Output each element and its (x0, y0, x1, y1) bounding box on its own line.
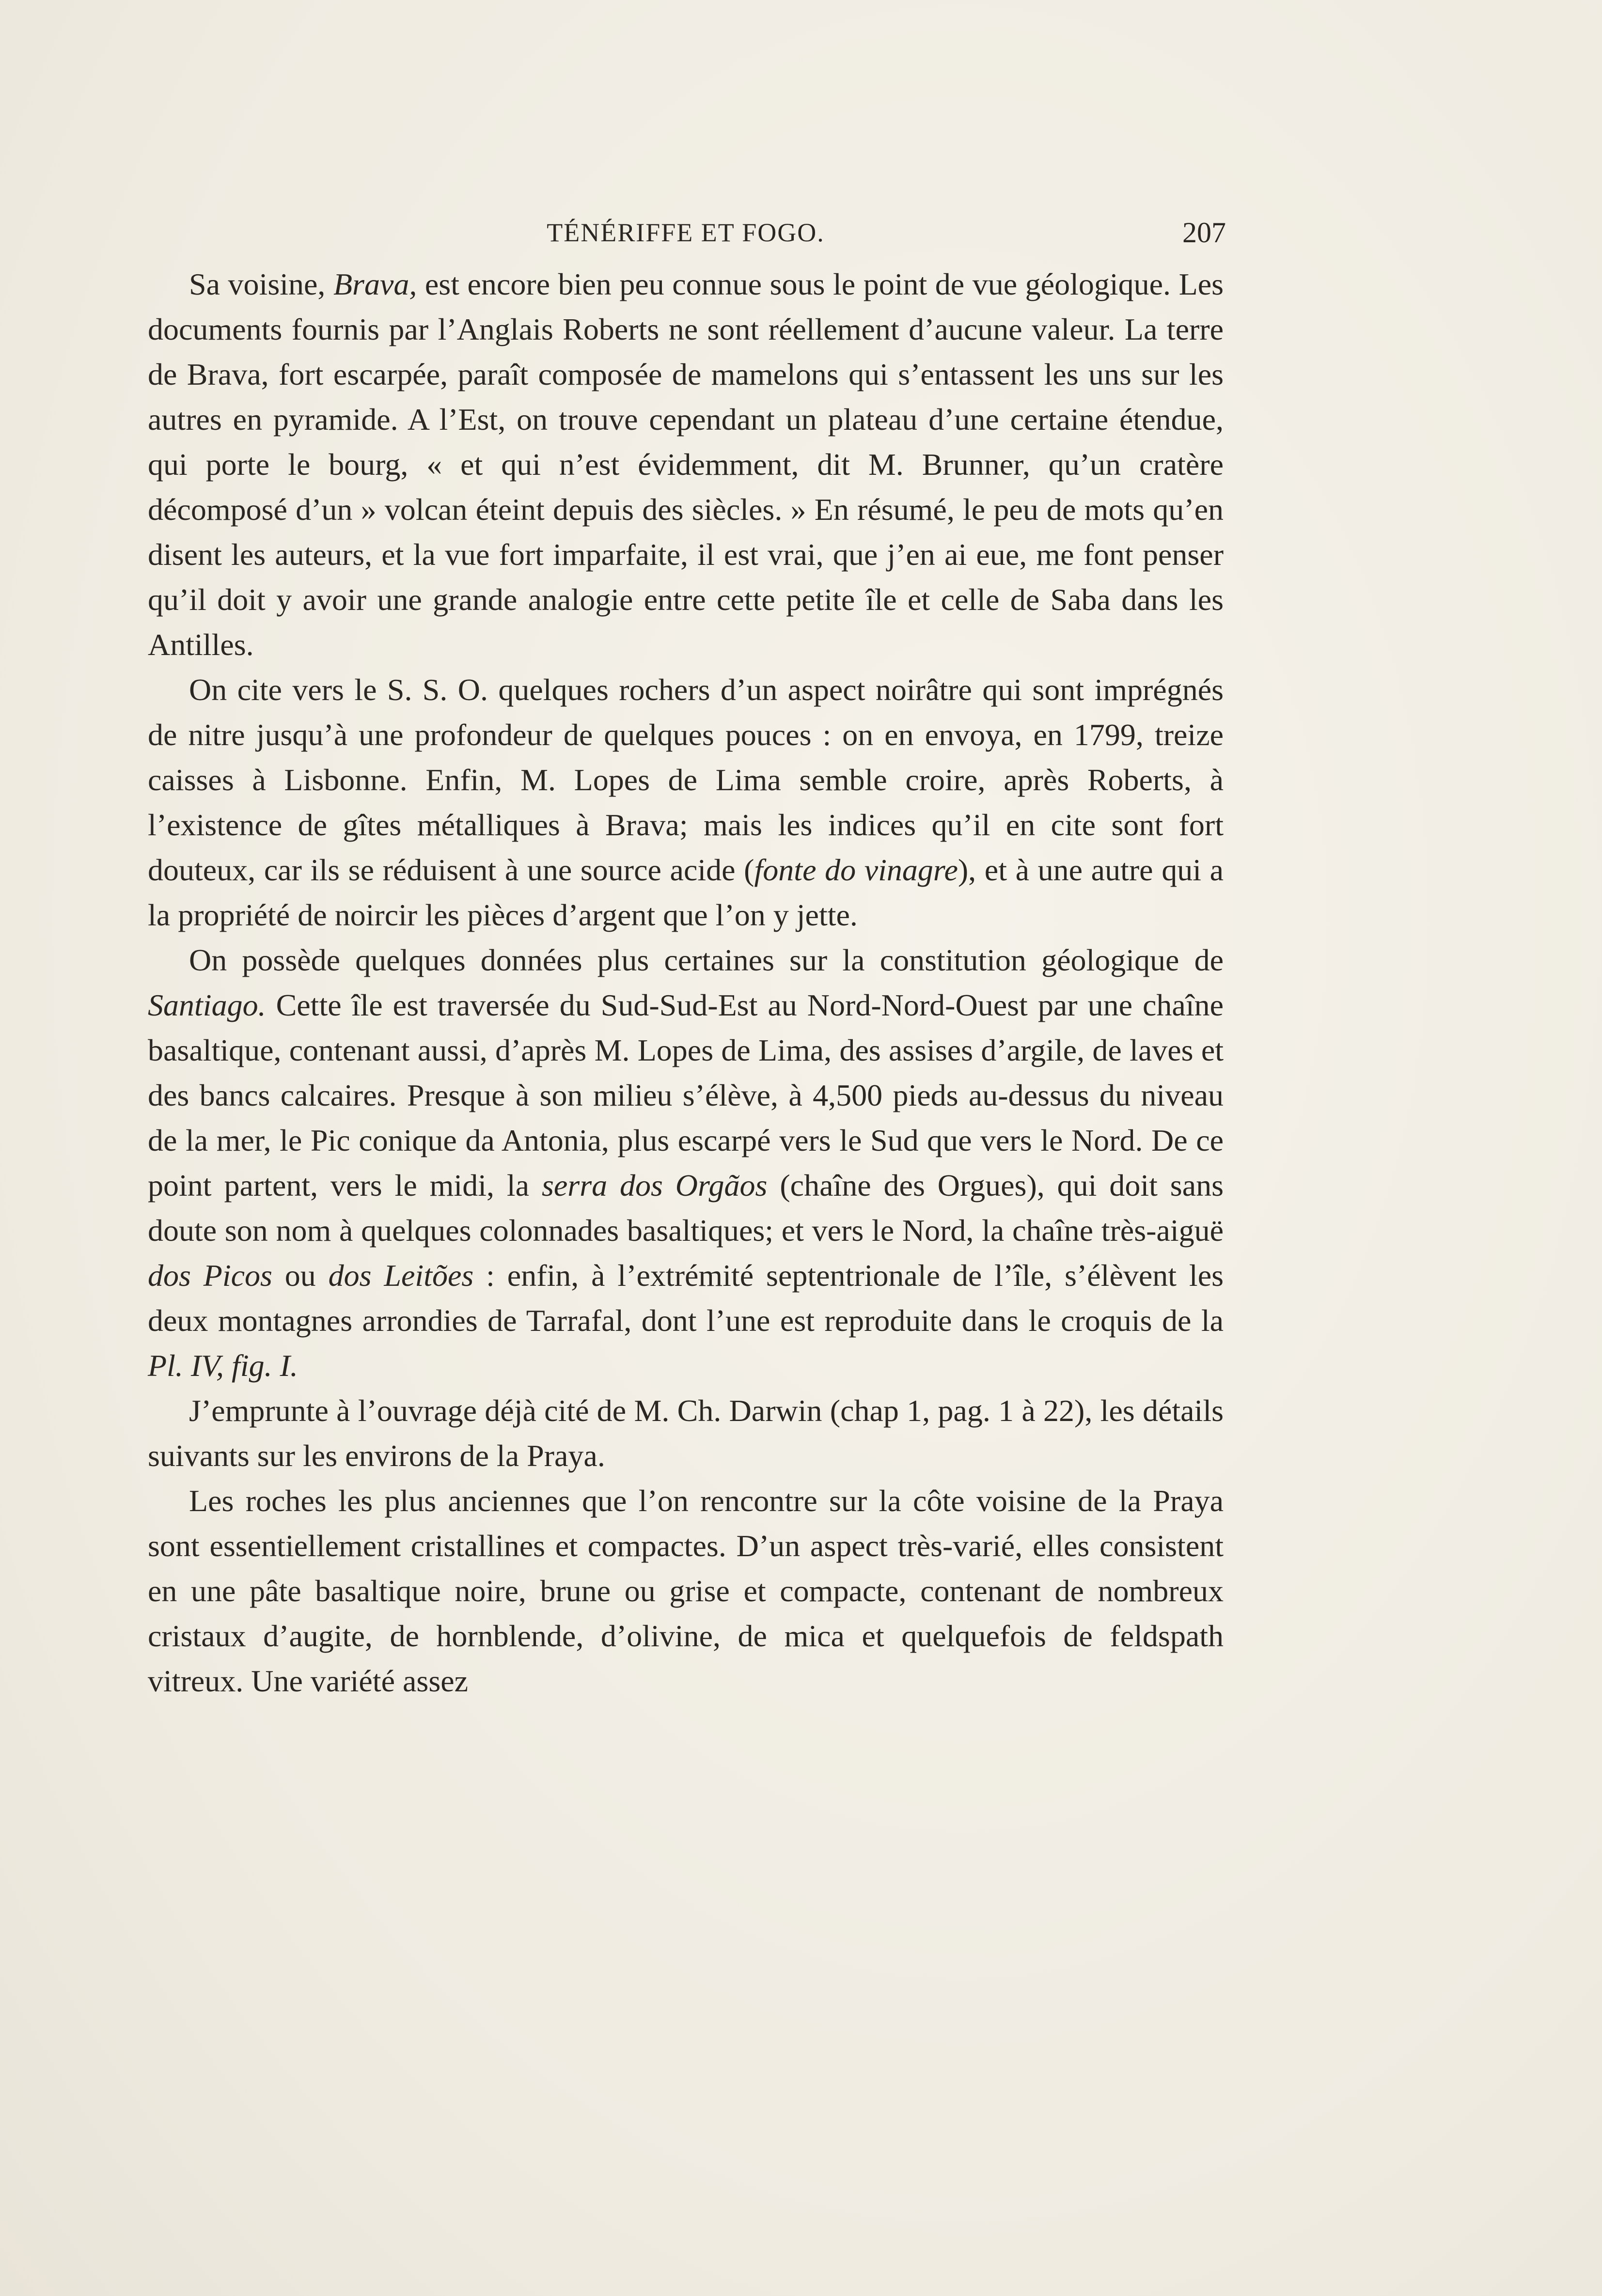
italic-run: fonte do vinagre (754, 853, 958, 887)
text-run: ou (272, 1258, 329, 1293)
text-run: Cette île est traversée du Sud-Sud-Est au Nord-Nord-Ouest par une chaîne basaltique, contenant aussi, d’après M. Lopes de Lima, des assises d’argile, de laves et des bancs calcaires. Presque à son milieu s’élève, à 4,500 pieds au-dessus du niveau de la mer, le Pic conique da Antonia, plus escarpé vers le Sud que vers le Nord. De ce point partent, vers le midi, la (148, 988, 1224, 1203)
paragraph-brava (148, 262, 1224, 667)
text-run: : enfin, à l’extrémité septentrionale de l’île, s’élèvent les deux montagnes arrondies de Tarrafal, dont l’une est reproduite dans le croquis de la (148, 1258, 1224, 1338)
italic-run: serra dos Orgãos (541, 1168, 768, 1203)
italic-run: dos Leitões (328, 1258, 474, 1293)
body-text (148, 262, 1224, 1703)
running-title: TÉNÉRIFFE ET FOGO. (547, 218, 825, 247)
italic-run: Pl. IV, fig. I. (148, 1348, 298, 1383)
italic-run: Brava, (333, 267, 417, 301)
text-run: est encore bien peu connue sous le point de vue géologique. Les documents fournis par l’Anglais Roberts ne sont réellement d’aucune valeur. La terre de Brava, fort escarpée, paraît composée de mamelons qui s’entassent les uns sur les autres en pyramide. A l’Est, on trouve cependant un plateau d’une certaine étendue, qui porte le bourg, « et qui n’est évidemment, dit M. Brunner, qu’un cratère décomposé d’un » volcan éteint depuis des siècles. » En résumé, le peu de mots qu’en disent les auteurs, et la vue fort imparfaite, il est vrai, que j’en ai eue, me font penser qu’il doit y avoir une grande analogie entre cette petite île et celle de Saba dans les Antilles. (148, 267, 1224, 662)
text-run: J’emprunte à l’ouvrage déjà cité de M. Ch. Darwin (chap 1, pag. 1 à 22), les détails suivants sur les environs de la Praya. (148, 1393, 1224, 1473)
text-run: Sa voisine, (189, 267, 333, 301)
text-run: Les roches les plus anciennes que l’on rencontre sur la côte voisine de la Praya sont essentiellement cristallines et compactes. D’un aspect très-varié, elles consistent en une pâte basaltique noire, brune ou grise et compacte, contenant de nombreux cristaux d’augite, de hornblende, d’olivine, de mica et quelquefois de feldspath vitreux. Une variété assez (148, 1484, 1224, 1698)
paragraph-praya-rocks (148, 1478, 1224, 1703)
text-run: On cite vers le S. S. O. quelques rochers d’un aspect noirâtre qui sont imprégnés de nitre jusqu’à une profondeur de quelques pouces : on en envoya, en 1799, treize caisses à Lisbonne. Enfin, M. Lopes de Lima semble croire, après Roberts, à l’existence de gîtes métalliques à Brava; mais les indices qu’il en cite sont fort douteux, car ils se réduisent à une source acide ( (148, 672, 1224, 887)
page-number: 207 (1182, 217, 1226, 249)
italic-run: Santiago. (148, 988, 266, 1022)
paragraph-darwin (148, 1388, 1224, 1478)
italic-run: dos Picos (148, 1258, 272, 1293)
paragraph-nitre-rocks (148, 667, 1224, 937)
text-run: On possède quelques données plus certaines sur la constitution géologique de (189, 943, 1224, 977)
text-run: ), et à une autre qui a la propriété de noircir les pièces d’argent que l’on y jette. (148, 853, 1224, 932)
paragraph-santiago (148, 937, 1224, 1388)
text-run: (chaîne des Orgues), qui doit sans doute son nom à quelques colonnades basaltiques; et vers le Nord, la chaîne très-aiguë (148, 1168, 1224, 1248)
running-head (145, 213, 1226, 252)
